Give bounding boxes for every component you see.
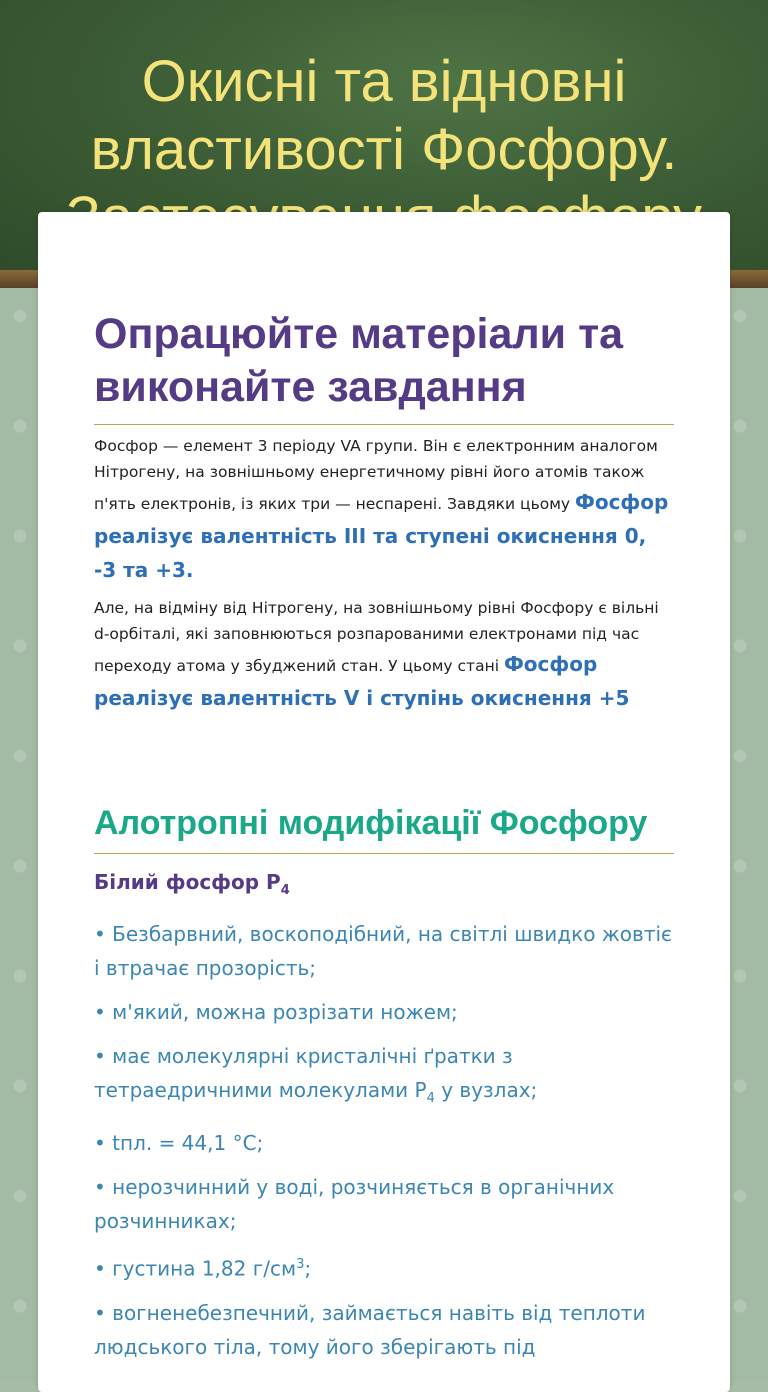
section-heading-tasks: Опрацюйте матеріали та виконайте завдання bbox=[94, 310, 624, 411]
content-card bbox=[38, 212, 730, 1392]
paragraph-valence: Фосфор — елемент 3 періоду VA групи. Він є електронним аналогом Нітрогену, на зовнішньому енергетичному рівні його атомів також п'ять електронів, із яких три — неспарені. Завдяки цьому Фосфор реалізує валентність III та ступені окиснення 0, -3 та +3. bbox=[94, 437, 669, 582]
divider bbox=[94, 424, 674, 425]
paragraph-d-orbitals: Але, на відміну від Нітрогену, на зовнішньому рівні Фосфору є вільні d-орбіталі, які заповнюються розпарованими електронами під час переходу атома у збуджений стан. У цьому стані Фосфор реалізує валентність V і ступінь окиснення +5 bbox=[94, 599, 659, 710]
list-item: • м'який, можна розрізати ножем; bbox=[94, 1000, 458, 1024]
list-item: • вогненебезпечний, займається навіть від теплоти людського тіла, тому його зберігають під bbox=[94, 1300, 646, 1359]
list-item: • густина 1,82 $г/см^3$; bbox=[94, 1256, 312, 1281]
section-heading-allotropes: Алотропні модифікації Фосфору bbox=[94, 804, 648, 842]
list-item: • має молекулярні кристалічні ґратки з тетраедричними молекулами $P_4$ у вузлах; bbox=[94, 1044, 538, 1106]
list-item: • Безбарвний, воскоподібний, на світлі швидко жовтіє і втрачає прозорість; bbox=[94, 922, 673, 980]
page-title: Окисні та відновні властивості Фосфору. bbox=[90, 49, 678, 182]
list-item: • нерозчинний у воді, розчиняється в органічних розчинниках; bbox=[94, 1175, 615, 1233]
highlight-valence-5: Фосфор реалізує валентність V і ступінь окиснення +5 bbox=[94, 652, 630, 710]
list-item: • tпл. = 44,1 °C; bbox=[94, 1131, 264, 1155]
subheading-white-phosphorus: Білий фосфор $P_4$ bbox=[94, 870, 290, 898]
properties-list bbox=[94, 917, 674, 1364]
card-content bbox=[94, 308, 674, 1374]
divider bbox=[94, 853, 674, 854]
highlight-valence-3: Фосфор реалізує валентність III та ступені окиснення 0, -3 та +3. bbox=[94, 490, 669, 582]
